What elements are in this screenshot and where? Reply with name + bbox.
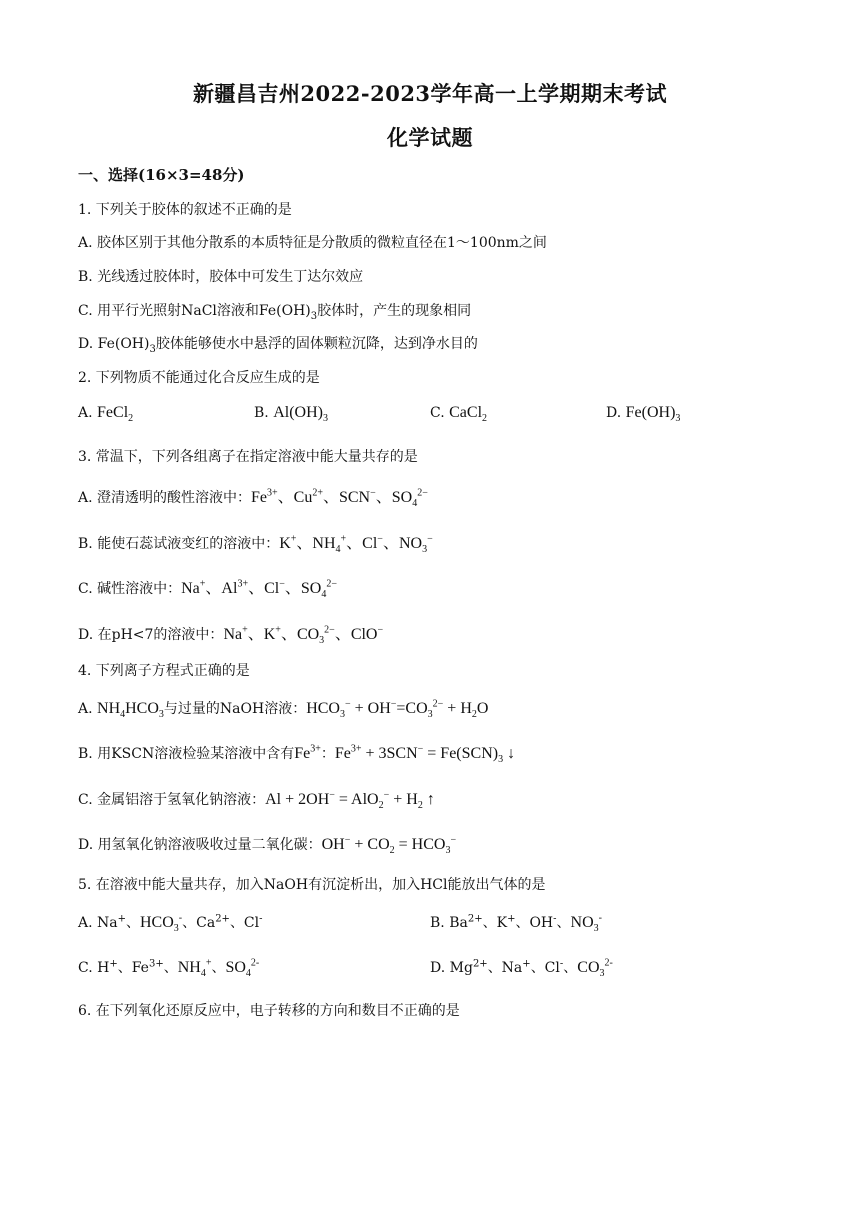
q4-option-d: D. 用氢氧化钠溶液吸收过量二氧化碳：$OH^- + CO_2 = HCO_3^-$ bbox=[78, 834, 457, 857]
exam-subtitle: 化学试题 bbox=[387, 125, 473, 150]
section-heading: 一、选择(16×3=48分) bbox=[78, 166, 245, 184]
q5-option-b: B. $Ba^{2+}$、K+、OH-、$NO_3^-$ bbox=[430, 912, 602, 935]
exam-title: 新疆昌吉州2022-2023学年高一上学期期末考试 bbox=[192, 81, 668, 106]
q4-stem: 4. 下列离子方程式正确的是 bbox=[78, 663, 250, 679]
q1-option-c: C. 用平行光照射NaCl溶液和$Fe(OH)_3$胶体时，产生的现象相同 bbox=[78, 303, 472, 322]
q1-option-b: B. 光线透过胶体时，胶体中可发生丁达尔效应 bbox=[78, 269, 364, 285]
q2-option-b: B. $Al(OH)_3$ bbox=[254, 404, 328, 425]
q3-option-d: D. 在pH<7的溶液中：Na+、K+、$CO_3^{2-}$、ClO− bbox=[78, 624, 384, 647]
q4-option-a: A. $NH_4HCO_3$与过量的NaOH溶液：$HCO_3^- + OH^-=CO_3^{2-} + H_2O$ bbox=[78, 698, 489, 721]
q3-option-a: A. 澄清透明的酸性溶液中：$Fe^{3+}$、$Cu^{2+}$、SCN−、$SO_4^{2-}$ bbox=[78, 487, 428, 510]
q3-option-b: B. 能使石蕊试液变红的溶液中：K+、$NH_4^+$、Cl−、$NO_3^-$ bbox=[78, 533, 433, 556]
q2-stem: 2. 下列物质不能通过化合反应生成的是 bbox=[78, 370, 320, 386]
q3-option-c: C. 碱性溶液中：Na+、$Al^{3+}$、Cl−、$SO_4^{2-}$ bbox=[78, 578, 337, 601]
q5-option-c: C. H+、$Fe^{3+}$、$NH_4^+$、$SO_4^{2-}$ bbox=[78, 957, 260, 980]
q2-option-c: C. CaCl$_2$ bbox=[430, 404, 488, 425]
q1-option-d: D. $Fe(OH)_3$胶体能够使水中悬浮的固体颗粒沉降，达到净水目的 bbox=[78, 336, 478, 355]
q4-option-b: B. 用KSCN溶液检验某溶液中含有$Fe^{3+}$：$Fe^{3+} + 3SCN^- = Fe(SCN)_3$ ↓ bbox=[78, 743, 516, 766]
q2-option-d: D. $Fe(OH)_3$ bbox=[606, 404, 681, 425]
q1-stem: 1. 下列关于胶体的叙述不正确的是 bbox=[78, 202, 292, 218]
q5-option-d: D. $Mg^{2+}$、Na+、Cl-、$CO_3^{2-}$ bbox=[430, 957, 613, 980]
q1-option-a: A. 胶体区别于其他分散系的本质特征是分散质的微粒直径在1～100nm之间 bbox=[78, 235, 547, 251]
q3-stem: 3. 常温下，下列各组离子在指定溶液中能大量共存的是 bbox=[78, 449, 418, 465]
q4-option-c: C. 金属铝溶于氢氧化钠溶液：$Al + 2OH^- = AlO_2^- + H_2$ ↑ bbox=[78, 789, 435, 812]
q5-stem: 5. 在溶液中能大量共存，加入NaOH有沉淀析出，加入HCl能放出气体的是 bbox=[78, 877, 546, 893]
q6-stem: 6. 在下列氧化还原反应中，电子转移的方向和数目不正确的是 bbox=[78, 1003, 460, 1019]
q5-option-a: A. Na+、$HCO_3^-$、$Ca^{2+}$、Cl- bbox=[78, 912, 263, 935]
q2-option-a: A. FeCl$_2$ bbox=[78, 404, 134, 425]
